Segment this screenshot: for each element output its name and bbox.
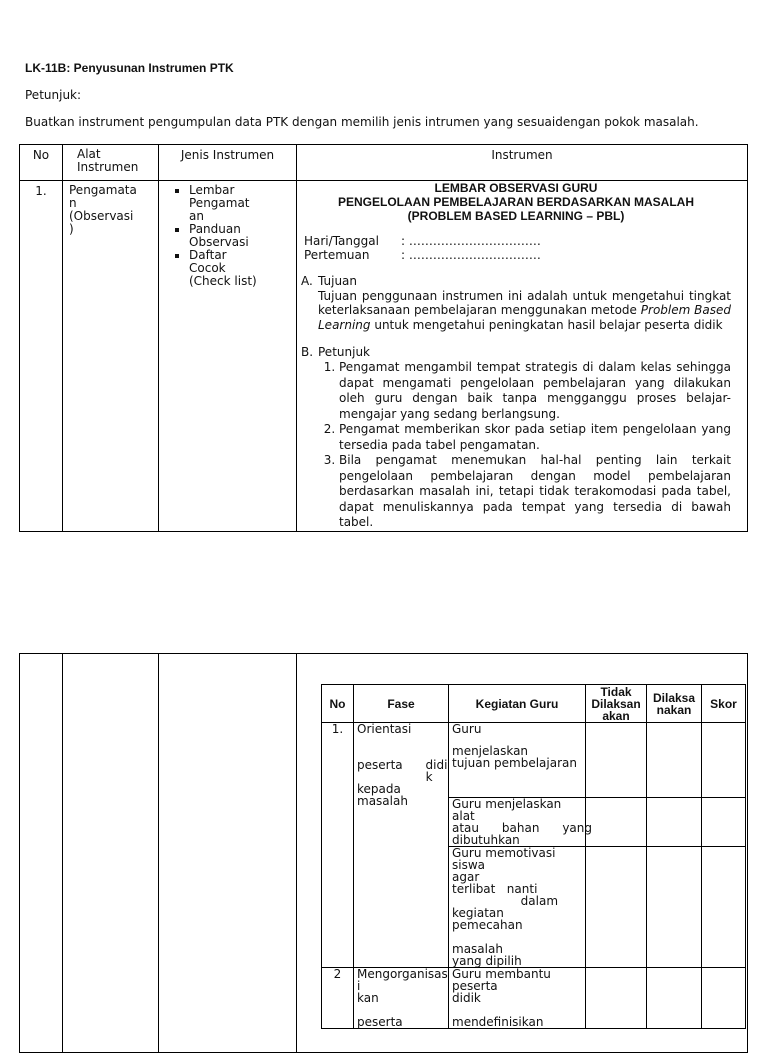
score-cell[interactable] <box>586 968 647 1029</box>
jenis-line: (Check list) <box>189 274 257 288</box>
section-tujuan: A. Tujuan Tujuan penggunaan instrumen ini adalah untuk mengetahui tingkat keterlaksanaan pembelajaran menggunakan metode Problem Based Learning untuk mengetahui peningkatan hasil belajar peserta didik <box>301 274 732 332</box>
row-jenis <box>159 181 297 532</box>
kegiatan-cell: Guru membantu peserta didik mendefinisikan <box>449 968 586 1029</box>
row-no: 2 <box>322 968 354 1029</box>
observation-table <box>321 684 746 1029</box>
jenis-line: ▪ Daftar <box>189 248 227 262</box>
jenis-line: ▪ Lembar <box>189 183 235 197</box>
kegiatan-cell: Guru menjelaskan alat atau bahan yang dibutuhkan <box>449 798 586 847</box>
instruction-label: Petunjuk: <box>25 88 82 102</box>
alat-line: (Observasi <box>69 209 134 223</box>
jenis-line: Observasi <box>189 235 249 249</box>
row-instrumen <box>297 181 748 532</box>
header-no: No <box>322 685 354 723</box>
empty-cell <box>63 654 159 1053</box>
alat-line: n <box>69 196 77 210</box>
list-item: 2. Pengamat memberikan skor pada setiap item pengelolaan yang tersedia pada tabel pengamatan. <box>339 422 731 453</box>
title-line: PENGELOLAAN PEMBELAJARAN BERDASARKAN MASALAH <box>337 195 694 209</box>
header-skor: Skor <box>702 685 746 723</box>
tujuan-text: Tujuan penggunaan instrumen ini adalah untuk mengetahui tingkat keterlaksanaan pembelajaran menggunakan metode Problem Based Learning untuk mengetahui peningkatan hasil belajar peserta didik <box>318 288 732 332</box>
score-cell[interactable] <box>647 723 702 798</box>
observation-title <box>301 181 731 223</box>
score-cell[interactable] <box>702 968 746 1029</box>
score-cell[interactable] <box>647 847 702 968</box>
score-cell[interactable] <box>586 798 647 847</box>
row-no: 1. <box>322 723 354 968</box>
title-line: (PROBLEM BASED LEARNING – PBL) <box>407 209 625 223</box>
field-hari: Hari/Tanggal : …………………………… <box>304 234 541 248</box>
header-dilaksanakan: Dilaksa nakan <box>647 685 702 723</box>
jenis-line: an <box>189 209 204 223</box>
score-cell[interactable] <box>702 723 746 798</box>
field-pertemuan: Pertemuan : …………………………… <box>304 248 541 262</box>
list-item <box>189 223 296 249</box>
table-row <box>20 181 748 532</box>
table-header-row <box>322 685 746 723</box>
header-no: No <box>20 145 63 181</box>
table-row <box>322 723 746 798</box>
title-line: LEMBAR OBSERVASI GURU <box>434 181 598 195</box>
list-item <box>189 249 296 288</box>
jenis-list <box>159 184 296 288</box>
observation-fields <box>301 234 731 262</box>
list-item: 3. Bila pengamat menemukan hal-hal penting lain terkait pengelolaan pembelajaran dengan model pembelajaran berdasarkan masalah ini, tetapi tidak terakomodasi pada tabel, dapat menuliskannya pada tempat yang tersedia di bawah tabel. <box>339 453 731 531</box>
alat-line: Pengamata <box>69 183 137 197</box>
instruction-text: Buatkan instrument pengumpulan data PTK dengan memilih jenis intrumen yang sesuaidengan pokok masalah. <box>25 115 699 129</box>
header-alat: Alat Instrumen <box>63 145 159 181</box>
score-cell[interactable] <box>586 723 647 798</box>
instrument-table <box>19 144 748 532</box>
row-fase: Orientasi peserta didi k kepada masalah <box>354 723 449 968</box>
score-cell[interactable] <box>702 798 746 847</box>
row-alat <box>63 181 159 532</box>
list-item <box>189 184 296 223</box>
row-fase: Mengorganisas i kan peserta <box>354 968 449 1029</box>
score-cell[interactable] <box>647 798 702 847</box>
document-title: LK-11B: Penyusunan Instrumen PTK <box>25 61 234 75</box>
kegiatan-cell: Guru memotivasi siswa agar terlibat nanti dalam kegiatan pemecahan masalah yang dipilih <box>449 847 586 968</box>
jenis-line: ▪ Panduan <box>189 222 241 236</box>
header-tidak-dilaksanakan: Tidak Dilaksan akan <box>586 685 647 723</box>
score-cell[interactable] <box>702 847 746 968</box>
jenis-line: Cocok <box>189 261 226 275</box>
header-jenis: Jenis Instrumen <box>159 145 297 181</box>
alat-line: ) <box>69 222 74 236</box>
empty-cell <box>159 654 297 1053</box>
header-instrumen: Instrumen <box>297 145 748 181</box>
header-fase: Fase <box>354 685 449 723</box>
petunjuk-list <box>301 360 731 531</box>
table-header-row <box>20 145 748 181</box>
section-petunjuk: B. Petunjuk 1. Pengamat mengambil tempat strategis di dalam kelas sehingga dapat mengamati pengelolaan pembelajaran yang dilakukan oleh guru dengan baik tanpa mengganggu proses belajar-mengajar yang sedang berlangsung. 2. Pengamat memberikan skor pada setiap item pengelolaan yang tersedia pada tabel pengamatan. 3. Bila pengamat menemukan hal-hal penting lain terkait pengelolaan pembelajaran dengan model pembelajaran berdasarkan masalah ini, tetapi tidak terakomodasi pada tabel, dapat menuliskannya pada tempat yang tersedia di bawah tabel. <box>301 345 731 531</box>
row-no: 1. <box>20 181 63 532</box>
header-kegiatan: Kegiatan Guru <box>449 685 586 723</box>
score-cell[interactable] <box>586 847 647 968</box>
kegiatan-cell: Guru menjelaskan tujuan pembelajaran <box>449 723 586 798</box>
score-cell[interactable] <box>647 968 702 1029</box>
jenis-line: Pengamat <box>189 196 250 210</box>
list-item: 1. Pengamat mengambil tempat strategis di dalam kelas sehingga dapat mengamati pengelolaan pembelajaran yang dilakukan oleh guru dengan baik tanpa mengganggu proses belajar-mengajar yang sedang berlangsung. <box>339 360 731 422</box>
empty-cell <box>20 654 63 1053</box>
table-row <box>322 968 746 1029</box>
